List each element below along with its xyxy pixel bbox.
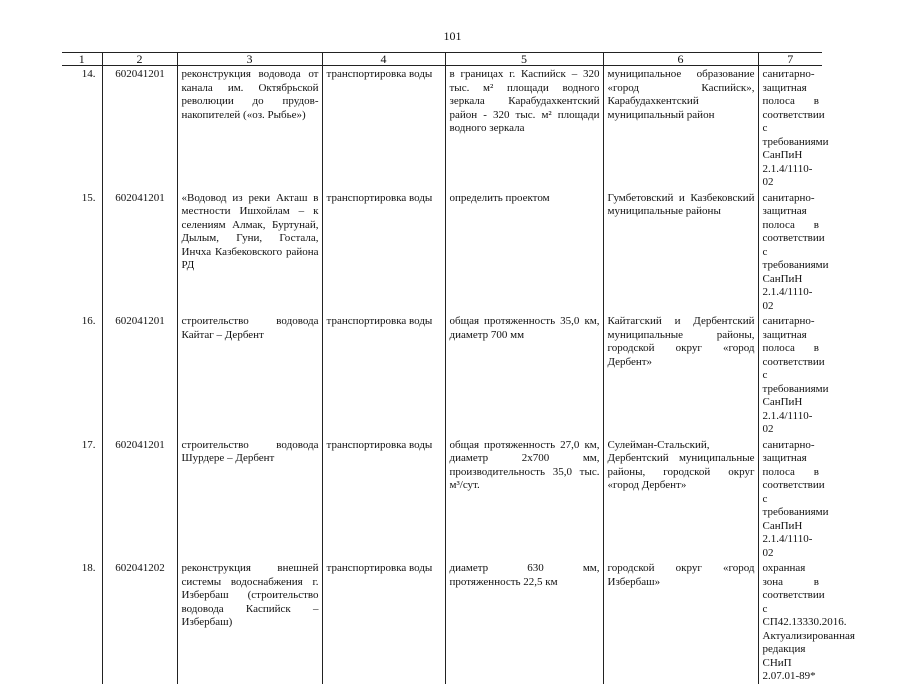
column-header: 3 — [177, 53, 322, 66]
column-number-row — [62, 53, 822, 66]
row-number: 14. — [81, 68, 96, 80]
object-zone: санитарно-защитная полоса в соответствии с требованиями СанПиН 2.1.4/1110-02 — [758, 66, 822, 190]
column-header: 2 — [102, 53, 177, 66]
row-number: 15. — [81, 191, 96, 204]
object-code: 602041201 — [102, 66, 177, 190]
object-code: 602041201 — [102, 437, 177, 561]
object-characteristics: определить проектом — [445, 190, 603, 314]
page-number: 101 — [443, 29, 462, 43]
column-header: 1 — [62, 53, 102, 66]
objects-table — [62, 52, 855, 684]
object-zone: санитарно-защитная полоса в соответствии с требованиями СанПиН 2.1.4/1110-02 — [758, 190, 822, 314]
object-characteristics: общая протяженность 27,0 км, диаметр 2х700 мм, производительность 35,0 тыс. м³/сут. — [445, 437, 603, 561]
object-zone: санитарно-защитная полоса в соответствии с требованиями СанПиН 2.1.4/1110-02 — [758, 437, 822, 561]
object-code: 602041202 — [102, 560, 177, 684]
object-name: строительство водовода Кайтаг – Дербент — [177, 313, 322, 437]
table-row — [62, 66, 822, 190]
object-location: Гумбетовский и Казбековский муниципальные районы — [603, 190, 758, 314]
object-code: 602041201 — [102, 313, 177, 437]
table-row — [62, 437, 822, 561]
object-characteristics: в границах г. Каспийск – 320 тыс. м² площади водного зеркала Карабудахкентский район - 320 тыс. м² площади водного зеркала — [445, 66, 603, 190]
column-header: 4 — [322, 53, 445, 66]
object-characteristics: диаметр 630 мм, протяженность 22,5 км — [445, 560, 603, 684]
object-zone: охранная зона в соответствии с СП42.13330.2016. Актуализированная редакция СНиП 2.07.01-89* — [758, 560, 822, 684]
object-purpose: транспортировка воды — [322, 66, 445, 190]
object-name: «Водовод из реки Акташ в местности Ишхойлам – к селениям Алмак, Буртунай, Дылым, Гуни, Гостала, Инчха Казбековского района РД — [177, 190, 322, 314]
row-number: 17. — [81, 438, 96, 451]
object-purpose: транспортировка воды — [322, 190, 445, 314]
column-header: 6 — [603, 53, 758, 66]
row-number: 18. — [81, 562, 96, 574]
object-name: строительство водовода Шурдере – Дербент — [177, 437, 322, 561]
column-header: 5 — [445, 53, 603, 66]
table-row — [62, 313, 822, 437]
object-purpose: транспортировка воды — [322, 560, 445, 684]
object-location: городской округ «город Избербаш» — [603, 560, 758, 684]
row-number: 16. — [81, 315, 96, 327]
table-row — [62, 560, 822, 684]
object-characteristics: общая протяженность 35,0 км, диаметр 700 мм — [445, 313, 603, 437]
table-row — [62, 190, 822, 314]
object-purpose: транспортировка воды — [322, 313, 445, 437]
object-location: муниципальное образование «город Каспийск», Карабудахкентский муниципальный район — [603, 66, 758, 190]
column-header: 7 — [758, 53, 822, 66]
object-purpose: транспортировка воды — [322, 437, 445, 561]
object-code: 602041201 — [102, 190, 177, 314]
object-location: Кайтагский и Дербентский муниципальные районы, городской округ «город Дербент» — [603, 313, 758, 437]
object-location: Сулейман-Стальский, Дербентский муниципальные районы, городской округ «город Дербент» — [603, 437, 758, 561]
object-zone: санитарно-защитная полоса в соответствии с требованиями СанПиН 2.1.4/1110-02 — [758, 313, 822, 437]
object-name: реконструкция водовода от канала им. Октябрьской революции до прудов-накопителей («оз. Рыбье») — [177, 66, 322, 190]
object-name: реконструкция внешней системы водоснабжения г. Избербаш (строительство водовода Каспийск – Избербаш) — [177, 560, 322, 684]
